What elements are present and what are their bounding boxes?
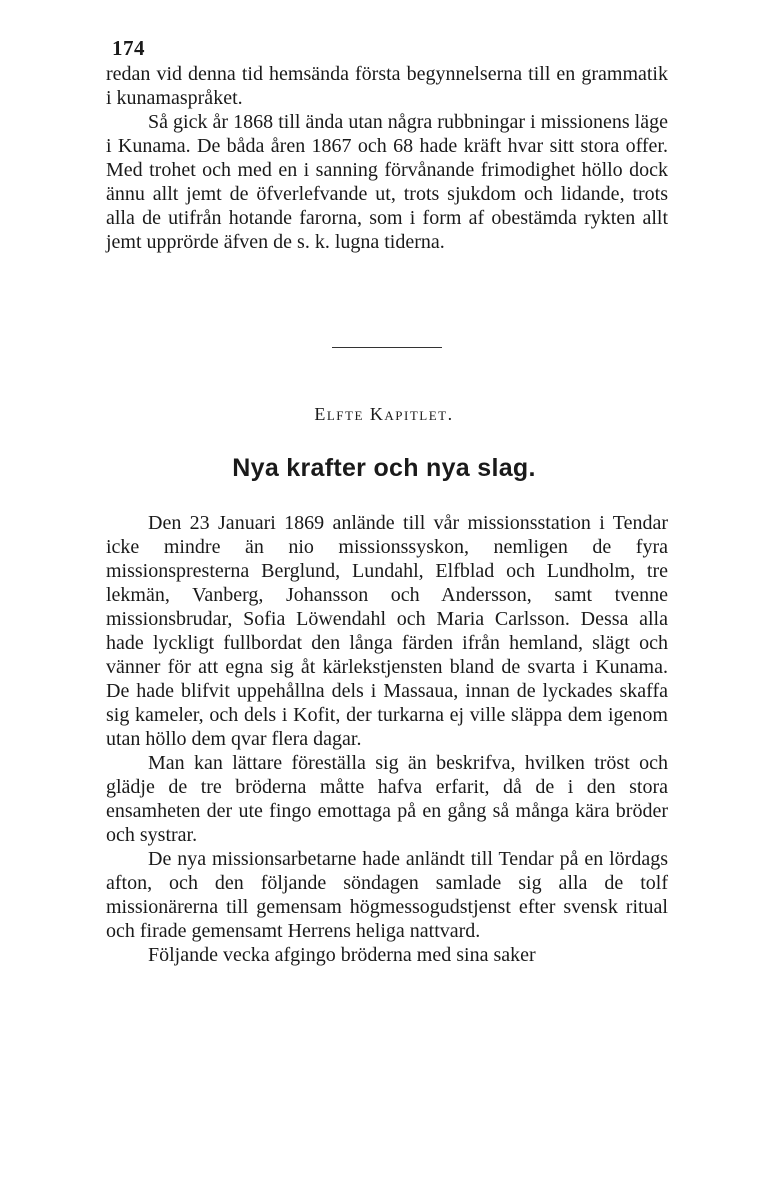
paragraph: De nya missionsarbetarne hade anländt till Tendar på en lördags afton, och den följande söndagen samlade sig alla de tolf missionärerna till gemensam högmessogudstjenst efter svensk ritual och firade gemensamt Herrens heliga nattvard. bbox=[106, 848, 668, 942]
top-text-section bbox=[106, 62, 668, 254]
chapter-label: Elfte Kapitlet. bbox=[314, 404, 454, 424]
paragraph: Man kan lättare föreställa sig än beskrifva, hvilken tröst och glädje de tre bröderna måtte hafva erfarit, då de i den stora ensamheten der ute fingo emottaga på en gång så många kära bröder och systrar. bbox=[106, 752, 668, 846]
main-text-section bbox=[106, 511, 668, 967]
section-divider bbox=[332, 347, 442, 348]
page-number: 174 bbox=[112, 36, 145, 60]
paragraph-continued: Följande vecka afgingo bröderna med sina saker bbox=[148, 944, 536, 966]
paragraph-continuation: redan vid denna tid hemsända första begynnelserna till en grammatik i kunamaspråket. bbox=[106, 63, 668, 109]
paragraph: Så gick år 1868 till ända utan några rubbningar i missionens läge i Kunama. De båda åren 1867 och 68 hade kräft hvar sitt stora offer. Med trohet och med en i sanning förvånande frimodighet höllo dock ännu allt jemt de öfverlefvande ut, trots sjukdom och lidande, trots alla de utifrån hotande farorna, som i form af obestämda rykten allt jemt upprörde äfven de s. k. lugna tiderna. bbox=[106, 111, 668, 253]
chapter-title: Nya krafter och nya slag. bbox=[232, 454, 536, 482]
paragraph: Den 23 Januari 1869 anlände till vår missionsstation i Tendar icke mindre än nio missionssyskon, nemligen de fyra missionspresterna Berglund, Lundahl, Elfblad och Lundholm, tre lekmän, Vanberg, Johansson och Andersson, samt tvenne missionsbrudar, Sofia Löwendahl och Maria Carlsson. Dessa alla hade lyckligt fullbordat den långa färden ifrån hemland, slägt och vänner för att egna sig åt kärlekstjensten bland de svarta i Kunama. De hade blifvit uppehållna dels i Massaua, innan de lyckades skaffa sig kameler, och dels i Kofit, der turkarna ej ville släppa dem igenom utan höllo dem qvar flera dagar. bbox=[106, 512, 668, 750]
